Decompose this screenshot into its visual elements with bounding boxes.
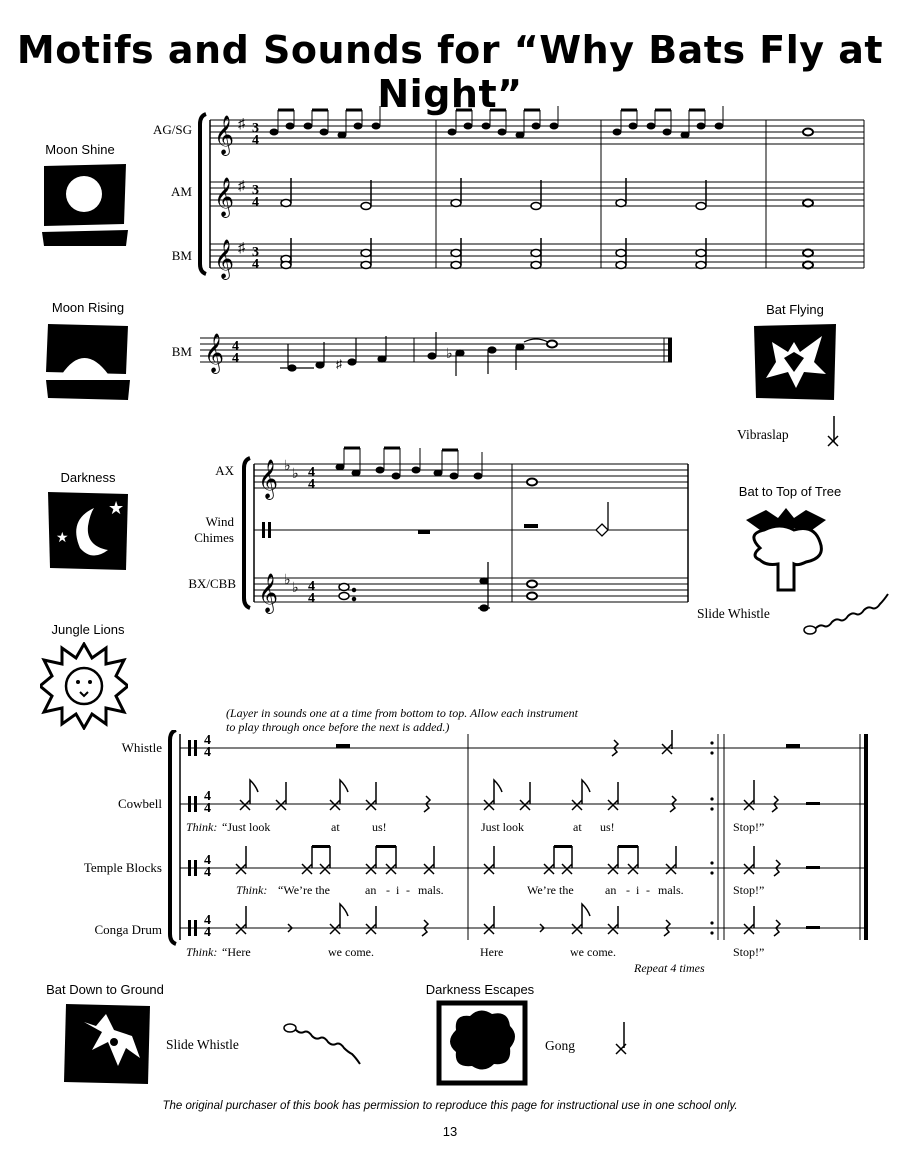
svg-text:4: 4 bbox=[204, 801, 211, 816]
svg-text:𝄞: 𝄞 bbox=[258, 575, 279, 612]
temple-think: Think: bbox=[236, 883, 268, 897]
temple-lyric: an bbox=[605, 883, 617, 897]
part-label-bm-rising: BM bbox=[171, 344, 192, 359]
part-label-cowbell: Cowbell bbox=[117, 796, 162, 811]
darkness-escapes-label: Darkness Escapes bbox=[425, 982, 535, 997]
svg-text:♯: ♯ bbox=[238, 117, 245, 132]
svg-text:3: 3 bbox=[252, 121, 259, 136]
cowbell-lyric: Just look bbox=[481, 820, 525, 834]
part-label-whistle: Whistle bbox=[121, 740, 162, 755]
part-label-am: AM bbox=[171, 184, 192, 199]
svg-text:♭: ♭ bbox=[292, 467, 299, 482]
svg-text:4: 4 bbox=[204, 789, 211, 804]
svg-text:♭: ♭ bbox=[292, 581, 299, 596]
svg-text:𝄞: 𝄞 bbox=[258, 461, 279, 498]
temple-lyric: an bbox=[365, 883, 377, 897]
svg-text:4: 4 bbox=[232, 339, 239, 354]
temple-lyric: mals. bbox=[658, 883, 684, 897]
svg-text:4: 4 bbox=[252, 195, 259, 210]
svg-text:♯: ♯ bbox=[238, 241, 245, 256]
svg-text:♭: ♭ bbox=[284, 459, 291, 474]
svg-text:♯: ♯ bbox=[336, 357, 342, 371]
part-label-ag-sg: AG/SG bbox=[152, 122, 192, 137]
cowbell-lyric: us! bbox=[600, 820, 615, 834]
cowbell-lyric: “Just look bbox=[222, 820, 271, 834]
svg-text:★: ★ bbox=[56, 531, 69, 546]
cowbell-rhythm bbox=[240, 780, 778, 812]
svg-text:4: 4 bbox=[308, 579, 315, 594]
bat-top-tree-label: Bat to Top of Tree bbox=[738, 484, 842, 499]
bat-down-ground-label: Bat Down to Ground bbox=[46, 982, 164, 997]
cowbell-lyric: at bbox=[331, 820, 340, 834]
conga-lyric: we come. bbox=[570, 945, 616, 959]
moon-shine-score bbox=[196, 104, 870, 280]
moon-shine-label: Moon Shine bbox=[45, 142, 115, 157]
svg-text:𝄞: 𝄞 bbox=[214, 179, 235, 216]
conga-rhythm bbox=[236, 904, 780, 936]
gong-label: Gong bbox=[545, 1038, 575, 1053]
svg-text:4: 4 bbox=[204, 865, 211, 880]
conga-think: Think: bbox=[186, 945, 218, 959]
layering-instruction: (Layer in sounds one at a time from bottom to top. Allow each instrument to play through once before the next is added.) bbox=[226, 706, 578, 734]
svg-text:★: ★ bbox=[108, 498, 125, 518]
svg-text:4: 4 bbox=[232, 351, 239, 366]
svg-text:4: 4 bbox=[204, 913, 211, 928]
moon-shine-icon bbox=[40, 162, 130, 248]
part-label-temple-blocks: Temple Blocks bbox=[83, 860, 162, 875]
eighth-note-run-m3 bbox=[613, 106, 723, 138]
svg-text:𝄞: 𝄞 bbox=[214, 117, 235, 154]
bat-flying-icon bbox=[752, 322, 838, 402]
svg-text:3: 3 bbox=[252, 183, 259, 198]
page-number: 13 bbox=[442, 1124, 458, 1139]
vibraslap-label: Vibraslap bbox=[737, 427, 789, 442]
svg-text:𝄞: 𝄞 bbox=[204, 335, 225, 372]
svg-text:4: 4 bbox=[252, 133, 259, 148]
cowbell-think: Think: bbox=[186, 820, 218, 834]
temple-lyric: i bbox=[636, 883, 640, 897]
svg-text:4: 4 bbox=[204, 925, 211, 940]
moon-rising-icon bbox=[44, 322, 132, 402]
svg-text:4: 4 bbox=[204, 733, 211, 748]
slide-whistle-up-symbol bbox=[800, 580, 896, 640]
part-label-bm: BM bbox=[171, 248, 192, 263]
conga-lyric: we come. bbox=[328, 945, 374, 959]
svg-text:𝄞: 𝄞 bbox=[214, 241, 235, 278]
part-label-conga-drum: Conga Drum bbox=[94, 922, 162, 937]
conga-lyric: Stop!” bbox=[733, 945, 765, 959]
svg-text:4: 4 bbox=[204, 853, 211, 868]
temple-lyric: We’re the bbox=[527, 883, 574, 897]
vibraslap-symbol bbox=[820, 414, 844, 450]
svg-text:♭: ♭ bbox=[284, 573, 291, 588]
temple-lyric: “We’re the bbox=[278, 883, 330, 897]
svg-text:4: 4 bbox=[204, 745, 211, 760]
darkness-score bbox=[240, 438, 692, 614]
whole-note bbox=[803, 129, 813, 136]
temple-lyric: Stop!” bbox=[733, 883, 765, 897]
cowbell-lyric: Stop!” bbox=[733, 820, 765, 834]
darkness-icon bbox=[46, 490, 130, 572]
temple-blocks-rhythm bbox=[236, 846, 780, 876]
part-label-bx-cbb: BX/CBB bbox=[188, 576, 236, 591]
cowbell-lyric: at bbox=[573, 820, 582, 834]
moon-rising-score bbox=[196, 316, 676, 392]
copyright-notice: The original purchaser of this book has permission to reproduce this page for instructional use in one school only. bbox=[162, 1100, 738, 1112]
page-title: Motifs and Sounds for “Why Bats Fly at Night” bbox=[16, 28, 884, 116]
jungle-lions-label: Jungle Lions bbox=[51, 622, 125, 637]
svg-text:4: 4 bbox=[308, 477, 315, 492]
repeat-instruction: Repeat 4 times bbox=[634, 961, 705, 975]
slide-whistle-bottom-label: Slide Whistle bbox=[166, 1037, 239, 1052]
svg-text:4: 4 bbox=[308, 465, 315, 480]
part-label-ax: AX bbox=[215, 463, 234, 478]
bat-down-icon bbox=[62, 1002, 154, 1086]
temple-lyric: i bbox=[396, 883, 400, 897]
cowbell-lyric: us! bbox=[372, 820, 387, 834]
svg-text:3: 3 bbox=[252, 245, 259, 260]
eighth-note-run-m1 bbox=[270, 106, 380, 138]
svg-text:4: 4 bbox=[308, 591, 315, 606]
darkness-escapes-icon bbox=[436, 1000, 528, 1086]
moon-rising-label: Moon Rising bbox=[51, 300, 125, 315]
slide-whistle-down-symbol bbox=[280, 1020, 364, 1070]
svg-text:♭: ♭ bbox=[446, 347, 453, 362]
temple-lyric: - bbox=[406, 883, 410, 897]
temple-lyric: mals. bbox=[418, 883, 444, 897]
conga-lyric: “Here bbox=[222, 945, 251, 959]
svg-text:♯: ♯ bbox=[238, 179, 245, 194]
bat-flying-label: Bat Flying bbox=[766, 302, 824, 317]
temple-lyric: - bbox=[626, 883, 630, 897]
part-label-wind-chimes: Wind Chimes bbox=[194, 514, 234, 545]
lion-icon bbox=[40, 642, 128, 730]
temple-lyric: - bbox=[386, 883, 390, 897]
eighth-note-run-m2 bbox=[448, 106, 558, 138]
jungle-rhythm-score bbox=[166, 730, 870, 950]
svg-text:4: 4 bbox=[252, 257, 259, 272]
gong-symbol bbox=[606, 1020, 630, 1060]
slide-whistle-right-label: Slide Whistle bbox=[697, 606, 770, 621]
darkness-label: Darkness bbox=[60, 470, 116, 485]
temple-lyric: - bbox=[646, 883, 650, 897]
conga-lyric: Here bbox=[480, 945, 504, 959]
